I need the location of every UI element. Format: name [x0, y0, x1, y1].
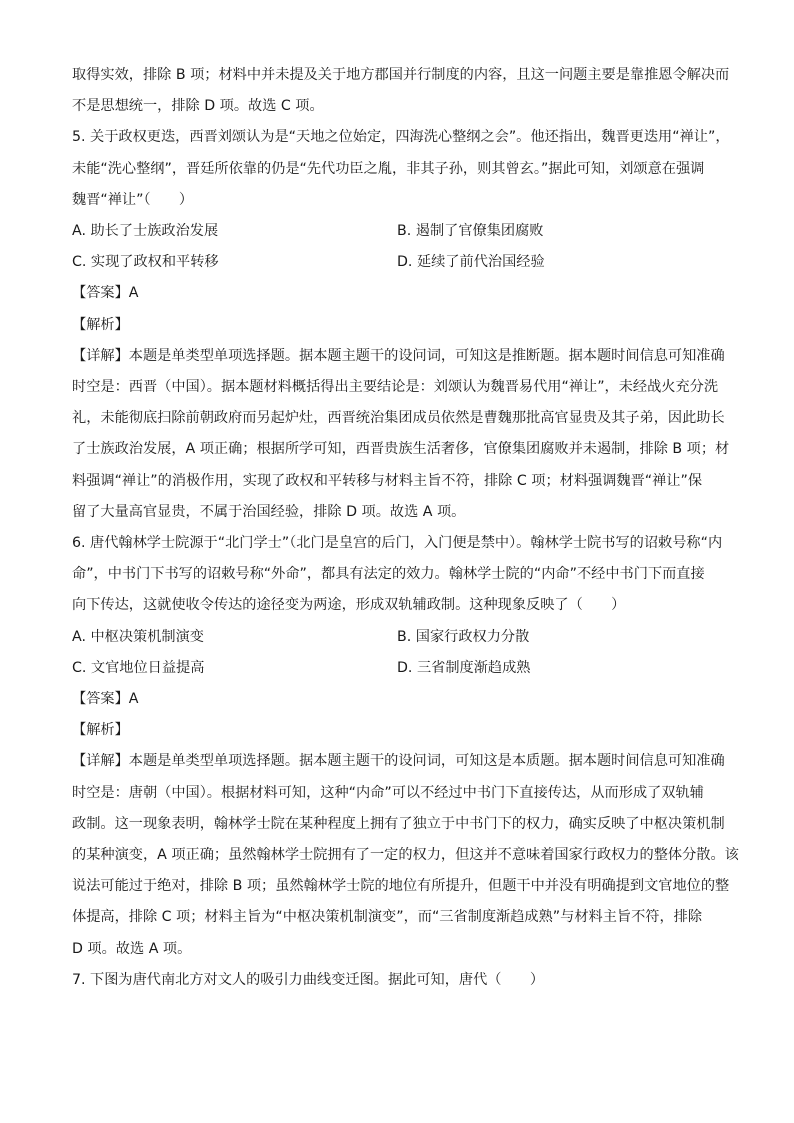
answer-label: 【答案】A: [72, 285, 139, 302]
option-b: B. 国家行政权力分散: [397, 628, 530, 645]
text-line: 了士族政治发展，A 项正确；根据所学可知，西晋贵族生活奢侈，官僚集团腐败并未遏制，排除 B 项；材: [72, 441, 730, 458]
detail-explanation: [72, 341, 732, 528]
question-5: [72, 122, 732, 528]
analysis-label: 【解析】: [72, 722, 129, 739]
text-line: 【详解】本题是单类型单项选择题。据本题主题干的设问词，可知这是本质题。据本题时间信息可知准确: [72, 753, 725, 770]
text-line: 不是思想统一，排除 D 项。故选 C 项。: [72, 98, 324, 115]
option-a: A. 助长了士族政治发展: [72, 223, 219, 240]
text-line: 料强调“禅让”的消极作用，实现了政权和平转移与材料主旨不符，排除 C 项；材料强调魏晋“禅让”保: [72, 472, 703, 489]
question-7: [72, 965, 732, 996]
option-d: D. 延续了前代治国经验: [397, 254, 545, 271]
text-line: 礼，未能彻底扫除前朝政府而另起炉灶，西晋统治集团成员依然是曹魏那批高官显贵及其子弟，因此助长: [72, 410, 725, 427]
previous-answer-tail: [72, 60, 732, 122]
question-stem: [72, 122, 732, 216]
text-line: 未能“洗心整纲”，晋廷所依靠的仍是“先代功臣之胤，非其子孙，则其曾玄。”据此可知，刘颂意在强调: [72, 160, 705, 177]
text-line: 5. 关于政权更迭，西晋刘颂认为是“天地之位始定，四海洗心整纲之会”。他还指出，魏晋更迭用“禅让”，: [72, 129, 730, 146]
option-row: [72, 216, 732, 247]
text-line: 魏晋“禅让”（ ）: [72, 191, 194, 208]
detail-explanation: [72, 746, 739, 964]
text-line: 的某种演变，A 项正确；虽然翰林学士院拥有了一定的权力，但这并不意味着国家行政权力的整体分散。该: [72, 847, 739, 864]
option-c: C. 文官地位日益提高: [72, 659, 205, 676]
question-stem: 7. 下图为唐代南北方对文人的吸引力曲线变迁图。据此可知，唐代（ ）: [72, 971, 545, 988]
option-b: B. 遏制了官僚集团腐败: [397, 223, 544, 240]
option-c: C. 实现了政权和平转移: [72, 254, 219, 271]
text-line: 政制。这一现象表明，翰林学士院在某种程度上拥有了独立于中书门下的权力，确实反映了中枢决策机制: [72, 815, 725, 832]
question-stem: [72, 528, 732, 622]
text-line: D 项。故选 A 项。: [72, 940, 192, 957]
option-row: [72, 653, 732, 684]
option-row: [72, 622, 732, 653]
option-a: A. 中枢决策机制演变: [72, 628, 204, 645]
text-line: 时空是：唐朝（中国）。根据材料可知，这种“内命”可以不经过中书门下直接传达，从而形成了双轨辅: [72, 784, 704, 801]
text-line: 【详解】本题是单类型单项选择题。据本题主题干的设问词，可知这是推断题。据本题时间信息可知准确: [72, 347, 725, 364]
answer-label: 【答案】A: [72, 691, 139, 707]
text-line: 说法可能过于绝对，排除 B 项；虽然翰林学士院的地位有所提升，但题干中并没有明确提到文官地位的整: [72, 878, 730, 895]
text-line: 向下传达，这就使收令传达的途径变为两途，形成双轨辅政制。这种现象反映了（ ）: [72, 597, 626, 614]
text-line: 取得实效，排除 B 项；材料中并未提及关于地方郡国并行制度的内容，且这一问题主要是靠推恩令解决而: [72, 67, 730, 83]
analysis-label: 【解析】: [72, 316, 129, 333]
text-line: 命”，中书门下书写的诏敕号称“外命”，都具有法定的效力。翰林学士院的“内命”不经中书门下而直接: [72, 566, 705, 583]
text-line: 体提高，排除 C 项；材料主旨为“中枢决策机制演变”，而“三省制度渐趋成熟”与材料主旨不符，排除: [72, 909, 703, 926]
option-row: [72, 247, 732, 278]
text-line: 时空是：西晋（中国）。据本题材料概括得出主要结论是：刘颂认为魏晋易代用“禅让”，未经战火充分洗: [72, 379, 719, 395]
text-line: 6. 唐代翰林学士院源于“北门学士”（北门是皇宫的后门，入门便是禁中）。翰林学士院书写的诏敕号称“内: [72, 535, 723, 552]
question-6: [72, 528, 739, 965]
document-page: [72, 60, 739, 996]
option-d: D. 三省制度渐趋成熟: [397, 659, 531, 676]
text-line: 留了大量高官显贵，不属于治国经验，排除 D 项。故选 A 项。: [72, 503, 466, 520]
